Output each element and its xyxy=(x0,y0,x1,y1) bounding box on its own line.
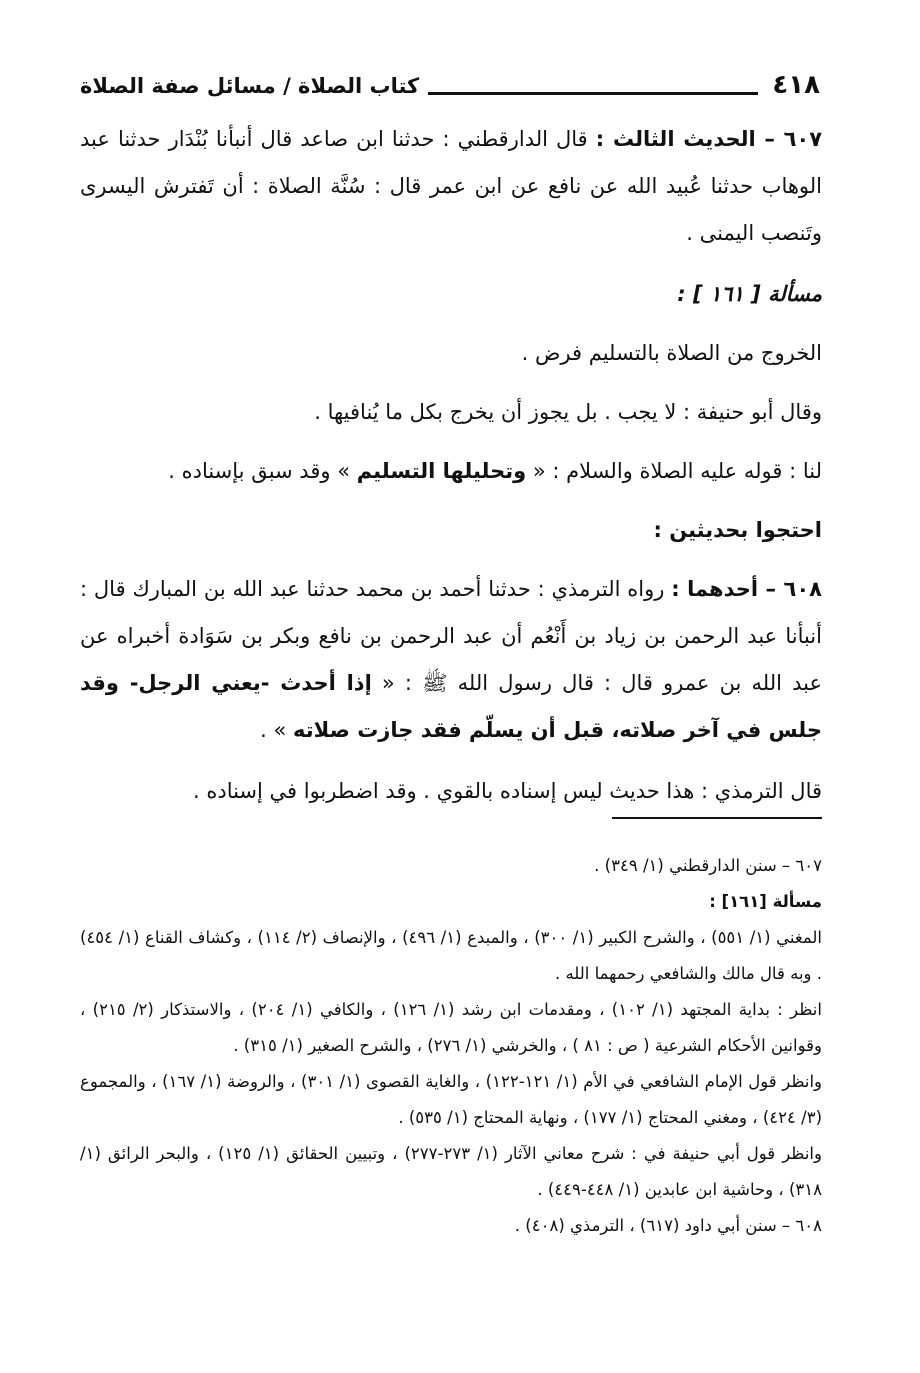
hadith-607 xyxy=(80,116,822,257)
footnote-maliki-sources: انظر : بداية المجتهد (١/ ١٠٢) ، ومقدمات ابن رشد (١/ ١٢٦) ، والكافي (١/ ٢٠٤) ، والاستذكار (٢/ ٢١٥) ، وقوانين الأحكام الشرعية ( ص : ٨١ ) ، والخرشي (١/ ٢٧٦) ، والشرح الصغير (١/ ٣١٥) . xyxy=(80,1000,822,1055)
evidence-quote: وتحليلها التسليم xyxy=(356,459,527,483)
hadith-608-text: رواه الترمذي : حدثنا أحمد بن محمد حدثنا عبد الله بن المبارك قال : أنبأنا عبد الرحمن بن زياد بن أَنْعُم أن عبد الرحمن بن نافع وبكر بن سَوَادة أخبراه عن عبد الله بن عمرو قال : قال رسول الله ﷺ : « xyxy=(80,577,822,695)
paragraph-evidence xyxy=(80,448,822,495)
footnote-separator xyxy=(612,817,822,819)
footnote-608: ٦٠٨ – سنن أبي داود (٦١٧) ، الترمذي (٤٠٨) . xyxy=(514,1216,822,1235)
footnote-607: ٦٠٧ – سنن الدارقطني (١/ ٣٤٩) . xyxy=(594,856,822,875)
footnote-masala-heading: مسألة [١٦١] : xyxy=(709,892,822,911)
footnote-hanafi-sources: وانظر قول أبي حنيفة في : شرح معاني الآثار (١/ ٢٧٣-٢٧٧) ، وتبيين الحقائق (١/ ١٢٥) ، والبحر الرائق (١/ ٣١٨) ، وحاشية ابن عابدين (١/ ٤٤٨-٤٤٩) . xyxy=(80,1144,822,1199)
paragraph-tirmidhi: قال الترمذي : هذا حديث ليس إسناده بالقوي . وقد اضطربوا في إسناده . xyxy=(192,779,822,803)
hadith-608-tail: » . xyxy=(260,718,294,742)
evidence-lead: لنا : قوله عليه الصلاة والسلام : « xyxy=(526,459,822,483)
evidence-tail: » وقد سبق بإسناده . xyxy=(168,459,357,483)
hadith-607-text: قال الدارقطني : حدثنا ابن صاعد قال أنبأنا بُنْدَار حدثنا عبد الوهاب حدثنا عُبيد الله عن نافع عن ابن عمر قال : سُنَّة الصلاة : أن تَفترش اليسرى وتَنصب اليمنى . xyxy=(80,127,822,245)
paragraph-obligation: الخروج من الصلاة بالتسليم فرض . xyxy=(521,341,822,365)
paragraph-abu-hanifa: وقال أبو حنيفة : لا يجب . بل يجوز أن يخرج بكل ما يُنافيها . xyxy=(314,400,822,424)
page-number: ٤١٨ xyxy=(772,70,820,100)
masala-title: مسألة [ ١٦١ ] : xyxy=(677,282,822,306)
footnote-shafii-sources: وانظر قول الإمام الشافعي في الأم (١/ ١٢١-١٢٢) ، والغاية القصوى (١/ ٣٠١) ، والروضة (١/ ١٦٧) ، والمجموع (٣/ ٤٢٤) ، ومغني المحتاج (١/ ١٧٧) ، ونهاية المحتاج (١/ ٥٣٥) . xyxy=(80,1072,823,1127)
hadith-607-label: ٦٠٧ – الحديث الثالث : xyxy=(595,127,823,151)
hadith-608 xyxy=(80,566,822,754)
header-rule xyxy=(428,92,758,95)
footnotes xyxy=(80,848,822,1244)
paragraph-counter-heading: احتجوا بحديثين : xyxy=(653,518,822,542)
page-header xyxy=(80,70,820,110)
hadith-608-quote: إذا أحدث -يعني الرجل- وقد جلس في آخر صلاته، قبل أن يسلّم فقد جازت صلاته xyxy=(80,671,822,742)
hadith-608-label: ٦٠٨ – أحدهما : xyxy=(671,577,822,601)
running-title: كتاب الصلاة / مسائل صفة الصلاة xyxy=(80,74,420,98)
main-text xyxy=(80,116,822,815)
footnote-hanbali-sources: المغني (١/ ٥٥١) ، والشرح الكبير (١/ ٣٠٠) ، والمبدع (١/ ٤٩٦) ، والإنصاف (٢/ ١١٤) ، وكشاف القناع (١/ ٤٥٤) . وبه قال مالك والشافعي رحمهما الله . xyxy=(80,928,823,983)
